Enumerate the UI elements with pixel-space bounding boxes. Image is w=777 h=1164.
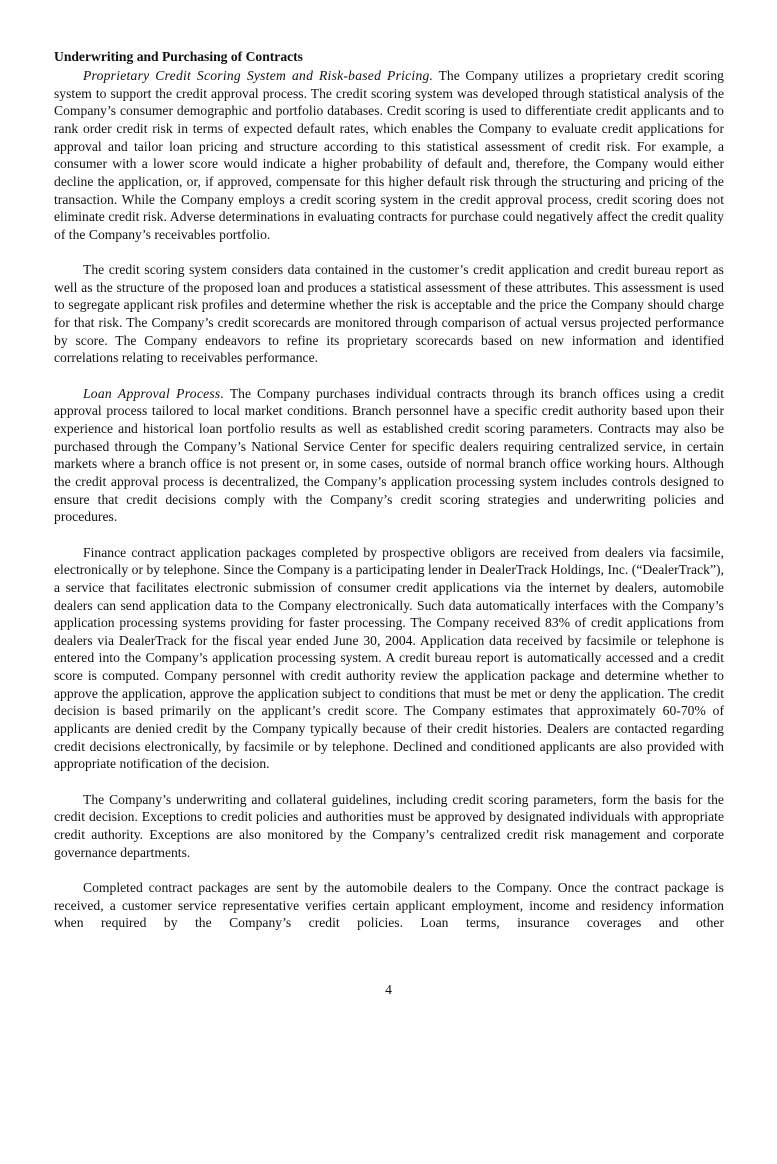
paragraph-scoring-system-data — [54, 261, 724, 367]
paragraph-text: The credit scoring system considers data contained in the customer’s credit application and credit bureau report as well as the structure of the proposed loan and produces a statistical assessment of these attributes. This assessment is used to segregate applicant risk profiles and determine whether the risk is acceptable and the price the Company should charge for that risk. The Company’s credit scorecards are monitored through comparison of actual versus projected performance by score. The Company endeavors to refine its proprietary scorecards based on new information and identified correlations relating to receivables performance. — [54, 262, 724, 366]
page-number: 4 — [385, 982, 392, 997]
paragraph-text: The Company purchases individual contracts through its branch offices using a credit approval process tailored to local market conditions. Branch personnel have a specific credit authority based upon their experience and historical loan portfolio results as well as established credit scoring parameters. Contracts may also be purchased through the Company’s National Service Center for specific dealers requiring centralized service, in certain markets where a branch office is not present or, in some cases, outside of normal branch office working hours. Although the credit approval process is decentralized, the Company’s application processing system includes controls designed to ensure that credit decisions comply with the Company’s credit scoring strategies and underwriting policies and procedures. — [54, 385, 724, 525]
document-page — [54, 47, 724, 949]
paragraph-text: The Company utilizes a proprietary credit scoring system to support the credit approval process. The credit scoring system was developed through statistical analysis of the Company’s consumer demographic and portfolio databases. Credit scoring is used to differentiate credit applicants and to rank order credit risk in terms of expected default rates, which enables the Company to evaluate credit applications for approval and tailor loan pricing and structure according to this statistical assessment of credit risk. For example, a consumer with a lower score would indicate a higher probability of default and, therefore, the Company would either decline the application, or, if approved, compensate for this higher default risk through the structuring and pricing of the transaction. While the Company employs a credit scoring system in the credit approval process, credit scoring does not eliminate credit risk. Adverse determinations in evaluating contracts for purchase could negatively affect the credit quality of the Company’s receivables portfolio. — [54, 68, 724, 242]
paragraph-contract-packages — [54, 879, 724, 932]
section-heading: Underwriting and Purchasing of Contracts — [54, 49, 303, 64]
paragraph-loan-approval — [54, 385, 724, 526]
run-in-heading-credit-scoring: Proprietary Credit Scoring System and Risk-based Pricing. — [83, 68, 434, 83]
paragraph-underwriting-guidelines — [54, 791, 724, 862]
paragraph-text: Finance contract application packages completed by prospective obligors are received from dealers via facsimile, electronically or by telephone. Since the Company is a participating lender in DealerTrack Holdings, Inc. (“DealerTrack”), a service that facilitates electronic submission of consumer credit applications via the internet by dealers, automobile dealers can send application data to the Company electronically. Such data automatically interfaces with the Company’s application processing systems providing for faster processing. The Company received 83% of credit applications from dealers via DealerTrack for the fiscal year ended June 30, 2004. Application data received by facsimile or telephone is entered into the Company’s application processing system. A credit bureau report is automatically accessed and a credit score is computed. Company personnel with credit authority review the application package and determine whether to approve the application, approve the application subject to conditions that must be met or deny the application. The credit decision is based primarily on the applicant’s credit score. The Company estimates that approximately 60-70% of applicants are denied credit by the Company typically because of their credit histories. Dealers are contacted regarding credit decisions electronically, by facsimile or by telephone. Declined and conditioned applicants are also provided with appropriate notification of the decision. — [54, 544, 724, 772]
run-in-heading-loan-approval: Loan Approval Process. — [83, 385, 225, 401]
paragraph-text: The Company’s underwriting and collateral guidelines, including credit scoring parameters, form the basis for the credit decision. Exceptions to credit policies and authorities must be approved by designated individuals with appropriate credit authority. Exceptions are also monitored by the Company’s centralized credit risk management and corporate governance departments. — [54, 791, 724, 860]
paragraph-credit-scoring — [54, 67, 724, 244]
paragraph-application-packages — [54, 544, 724, 774]
paragraph-text: Completed contract packages are sent by the automobile dealers to the Company. Once the contract package is received, a customer service representative verifies certain applicant employment, income and residency information when required by the Company’s credit policies. Loan terms, insurance coverages and other — [54, 879, 724, 931]
